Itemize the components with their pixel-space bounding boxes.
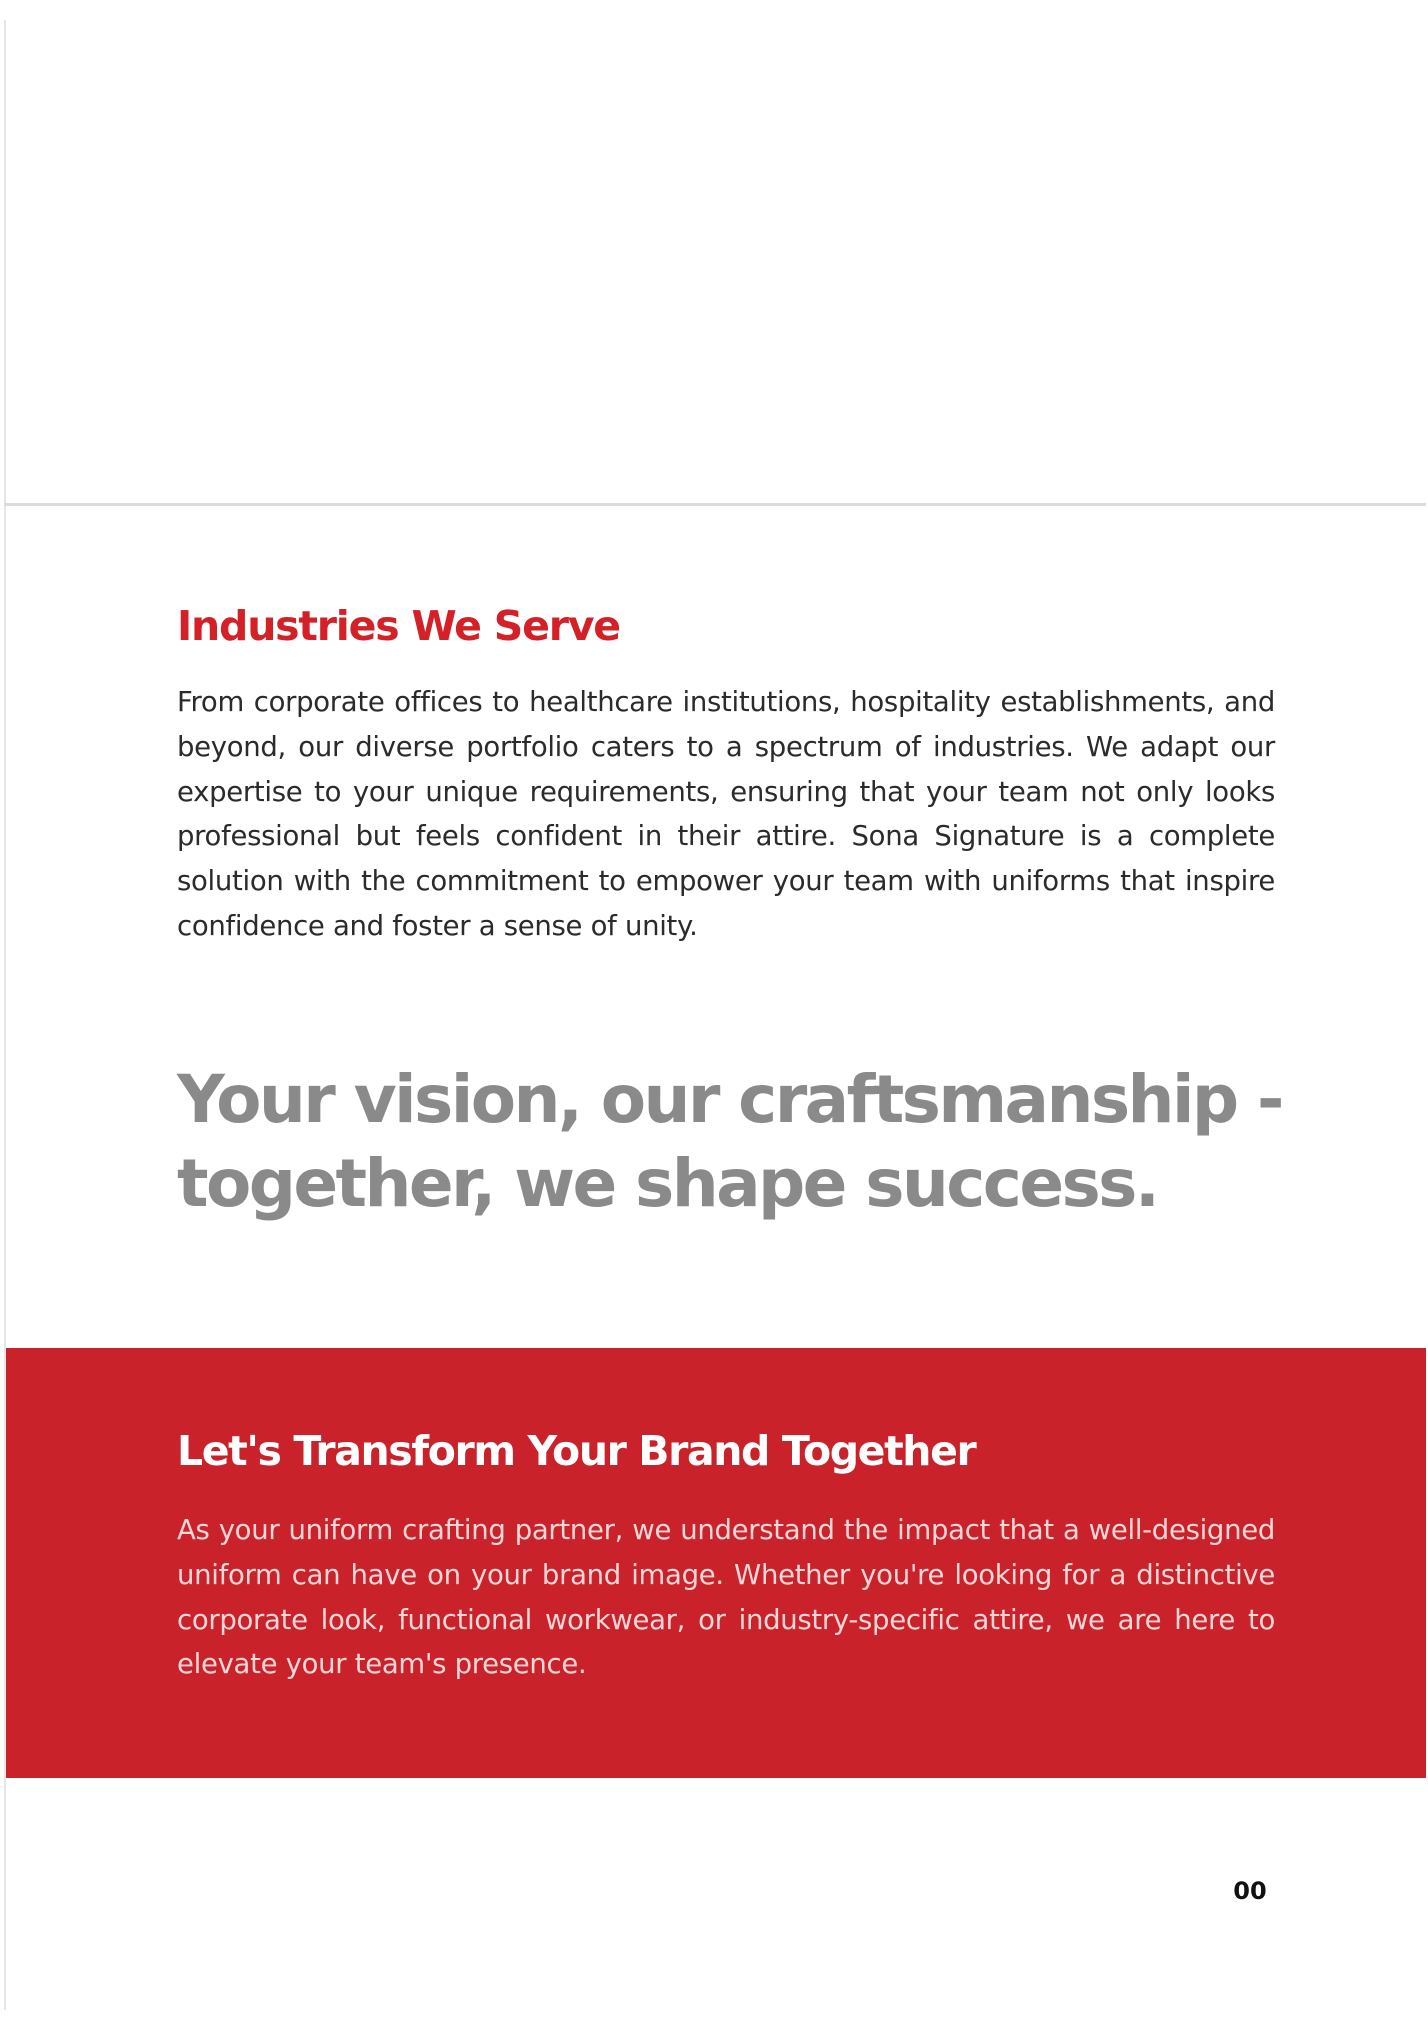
transform-banner <box>6 1348 1426 1778</box>
transform-heading: Let's Transform Your Brand Together <box>177 1427 976 1475</box>
section-divider <box>4 503 1426 506</box>
tagline: Your vision, our craftsmanship - together, we shape success. <box>177 1061 1282 1222</box>
transform-paragraph: As your uniform crafting partner, we understand the impact that a well-designed uniform can have on your brand image. Whether you're looking for a distinctive corporate look, functional workwear, or industry-specific attire, we are here to elevate your team's presence. <box>177 1514 1275 1681</box>
industries-paragraph: From corporate offices to healthcare institutions, hospitality establishments, and beyond, our diverse portfolio caters to a spectrum of industries. We adapt our expertise to your unique requirements, ensuring that your team not only looks professional but feels confident in their attire. Sona Signature is a complete solution with the commitment to empower your team with uniforms that inspire confidence and foster a sense of unity. <box>177 686 1275 942</box>
industries-heading: Industries We Serve <box>177 602 620 650</box>
page-number: 00 <box>1233 1877 1267 1905</box>
